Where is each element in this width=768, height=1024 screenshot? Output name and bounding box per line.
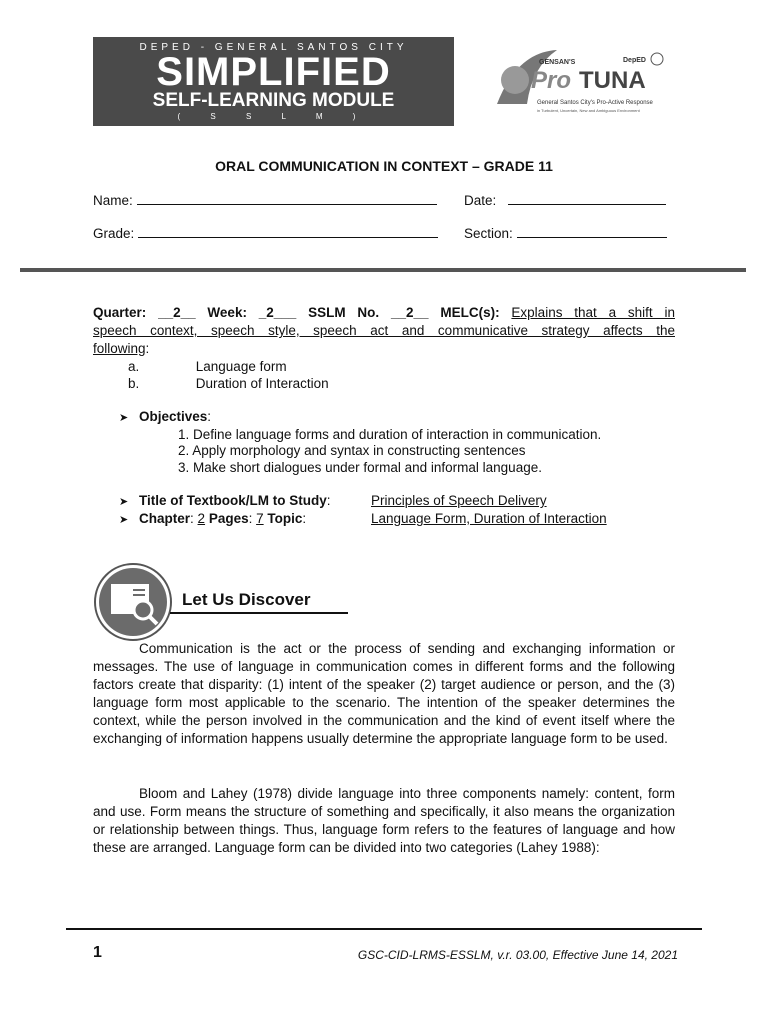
pages-label: Pages [208,511,249,526]
melc-item-letter: a. [128,359,140,374]
textbook-line: ➤ Title of Textbook/LM to Study: [119,492,331,511]
grade-line [138,225,438,238]
document-title: ORAL COMMUNICATION IN CONTEXT – GRADE 11 [215,158,553,174]
name-field[interactable] [93,192,437,208]
page-number: 1 [93,944,102,961]
melc-item [128,375,329,393]
section-label: Section: [464,226,513,241]
topic-value: Language Form, Duration of Interaction [371,511,607,526]
logo-big-text: SIMPLIFIED [156,50,391,94]
chapter-value: 2 [197,511,206,526]
protuna-pro: Pro [531,67,572,94]
discover-paragraph-2: Bloom and Lahey (1978) divide language into three components namely: content, form and use. Form means the structure of something and specifically, it also means the organization or relationship between things. Thus, language form refers to the features of language and how these are arranged. Language form can be divided into two categories (Lahey 1988): [93,786,675,855]
logo-top-text: DEPED - GENERAL SANTOS CITY [139,42,408,53]
melc-item-text: Language form [195,359,287,374]
sslm-logo [93,37,454,126]
section-divider [20,268,746,272]
melc-text-2: speech context, speech style, speech act and communicative strategy affects the [93,323,675,338]
protuna-tuna: TUNA [579,67,646,94]
name-line [137,192,437,205]
logo-sub-text: ( S S L M ) [177,112,370,121]
melc-item-letter: b. [128,376,140,391]
footer-divider [66,928,702,930]
objectives-heading: ➤ Objectives: [119,408,211,427]
grade-field[interactable] [93,225,438,241]
protuna-tagline: General Santos City's Pro-Active Response [537,100,653,106]
discover-heading: Let Us Discover [182,590,311,609]
date-line [508,192,666,205]
textbook-title: Principles of Speech Delivery [371,493,547,508]
arrow-bullet-icon: ➤ [119,496,129,508]
melc-item [128,358,287,376]
pages-value: 7 [256,511,264,526]
protuna-subtagline: in Turbulent, Uncertain, New and Ambiguous Environment [537,108,640,113]
quarter-line: Quarter: __2__ Week: _2___ SSLM No. __2__ MELC(s): [93,305,500,320]
grade-label: Grade: [93,226,135,241]
protuna-deped: DepED [623,57,646,64]
logo-mid-text: SELF-LEARNING MODULE [152,90,395,111]
name-label: Name: [93,193,133,208]
objectives-label: Objectives [139,409,208,424]
melc-block: Quarter: __2__ Week: _2___ SSLM No. __2__ MELC(s): Explains that a shift in speech context, speech style, speech act and communicative strategy affects the following: [93,305,675,356]
arrow-bullet-icon: ➤ [119,412,129,424]
topic-label: Topic [267,511,303,526]
protuna-logo [487,42,675,124]
section-line [517,225,667,238]
arrow-bullet-icon: ➤ [119,514,129,526]
protuna-gensan: GENSAN'S [539,59,576,66]
chapter-line: ➤ Chapter: 2 Pages: 7 Topic: [119,510,306,529]
melc-item-text: Duration of Interaction [195,376,329,391]
section-field[interactable] [464,225,667,241]
melc-text-1: Explains that a shift in [511,305,675,320]
book-search-icon [93,562,173,642]
objective-item: 2. Apply morphology and syntax in constructing sentences [178,443,526,458]
date-field[interactable] [464,192,666,208]
date-label: Date: [464,193,497,208]
objective-item: 1. Define language forms and duration of interaction in communication. [178,427,602,442]
discover-paragraph-1: Communication is the act or the process of sending and exchanging information or messages. The use of language in communication comes in different forms and the following factors create that disparity: (1) intent of the speaker (2) target audience or person, and the (3) language form most applicable to the scenario. The intention of the speaker determines the context, while the person involved in the communication and the kind of event itself where the exchanging of information happens usually determine the appropriate language form to be used. [93,641,675,746]
chapter-label: Chapter [139,511,191,526]
objective-item: 3. Make short dialogues under formal and informal language. [178,460,542,475]
melc-text-3: following [93,341,146,356]
textbook-label: Title of Textbook/LM to Study [139,493,327,508]
discover-underline [170,612,348,614]
document-code: GSC-CID-LRMS-ESSLM, v.r. 03.00, Effective June 14, 2021 [357,948,678,962]
